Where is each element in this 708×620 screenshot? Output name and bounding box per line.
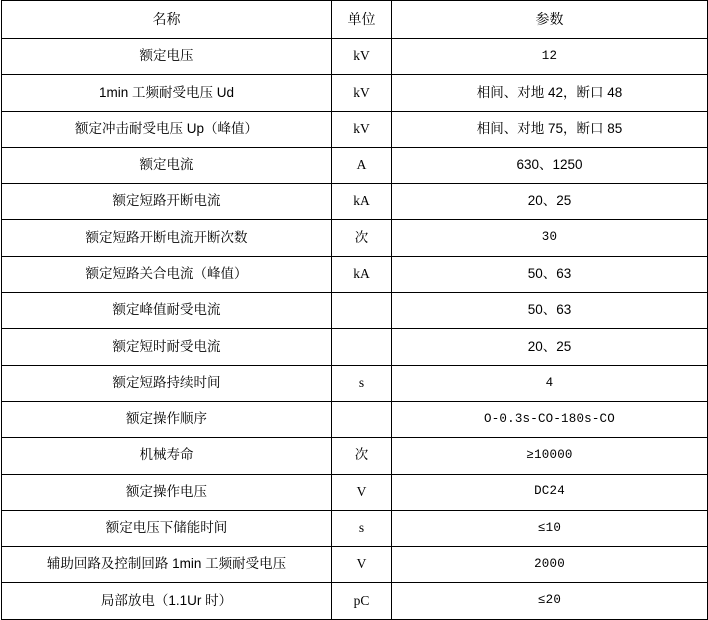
column-header-name: 名称 <box>2 1 332 39</box>
cell-name: 额定短时耐受电流 <box>2 329 332 365</box>
table-row <box>2 111 708 147</box>
table-body <box>2 39 708 620</box>
table-header-row <box>2 1 708 39</box>
table-row <box>2 438 708 474</box>
cell-name: 额定短路持续时间 <box>2 365 332 401</box>
cell-param: 30 <box>392 220 708 256</box>
cell-param: DC24 <box>392 474 708 510</box>
cell-unit: 次 <box>332 220 392 256</box>
cell-name: 额定短路开断电流 <box>2 184 332 220</box>
cell-name: 辅助回路及控制回路 1min 工频耐受电压 <box>2 547 332 583</box>
table-row <box>2 147 708 183</box>
cell-name: 额定冲击耐受电压 Up（峰值） <box>2 111 332 147</box>
cell-unit: s <box>332 365 392 401</box>
cell-unit: pC <box>332 583 392 619</box>
cell-unit: A <box>332 147 392 183</box>
cell-unit: kV <box>332 39 392 75</box>
cell-unit: V <box>332 474 392 510</box>
cell-unit: kA <box>332 184 392 220</box>
technical-parameters-table <box>1 0 708 620</box>
cell-name: 机械寿命 <box>2 438 332 474</box>
table-row <box>2 256 708 292</box>
cell-unit: kV <box>332 111 392 147</box>
cell-name: 额定操作顺序 <box>2 401 332 437</box>
cell-name: 额定短路开断电流开断次数 <box>2 220 332 256</box>
cell-param: 50、63 <box>392 293 708 329</box>
cell-name: 额定短路关合电流（峰值） <box>2 256 332 292</box>
table-row <box>2 220 708 256</box>
table-row <box>2 401 708 437</box>
cell-name: 额定电压 <box>2 39 332 75</box>
table-row <box>2 329 708 365</box>
cell-name: 1min 工频耐受电压 Ud <box>2 75 332 111</box>
table-row <box>2 39 708 75</box>
table-header <box>2 1 708 39</box>
cell-param: 20、25 <box>392 184 708 220</box>
cell-param: ≤20 <box>392 583 708 619</box>
table-row <box>2 293 708 329</box>
cell-name: 额定操作电压 <box>2 474 332 510</box>
column-header-unit: 单位 <box>332 1 392 39</box>
cell-param: 4 <box>392 365 708 401</box>
cell-param: 630、1250 <box>392 147 708 183</box>
cell-name: 额定峰值耐受电流 <box>2 293 332 329</box>
cell-param: ≤10 <box>392 510 708 546</box>
cell-unit: s <box>332 510 392 546</box>
table-row <box>2 510 708 546</box>
cell-param: 相间、对地 75，断口 85 <box>392 111 708 147</box>
cell-param: 2000 <box>392 547 708 583</box>
cell-param: O-0.3s-CO-180s-CO <box>392 401 708 437</box>
cell-param: 12 <box>392 39 708 75</box>
table-row <box>2 75 708 111</box>
cell-param: 20、25 <box>392 329 708 365</box>
cell-name: 额定电流 <box>2 147 332 183</box>
cell-param: 50、63 <box>392 256 708 292</box>
cell-name: 额定电压下储能时间 <box>2 510 332 546</box>
cell-param: 相间、对地 42，断口 48 <box>392 75 708 111</box>
cell-unit: kA <box>332 256 392 292</box>
cell-param: ≥10000 <box>392 438 708 474</box>
cell-unit: V <box>332 547 392 583</box>
cell-name: 局部放电（1.1Ur 时） <box>2 583 332 619</box>
table-row <box>2 547 708 583</box>
cell-unit: 次 <box>332 438 392 474</box>
table-row <box>2 184 708 220</box>
cell-unit: kV <box>332 75 392 111</box>
cell-unit <box>332 401 392 437</box>
cell-unit <box>332 293 392 329</box>
table-row <box>2 365 708 401</box>
column-header-param: 参数 <box>392 1 708 39</box>
table-row <box>2 583 708 619</box>
table-row <box>2 474 708 510</box>
cell-unit <box>332 329 392 365</box>
